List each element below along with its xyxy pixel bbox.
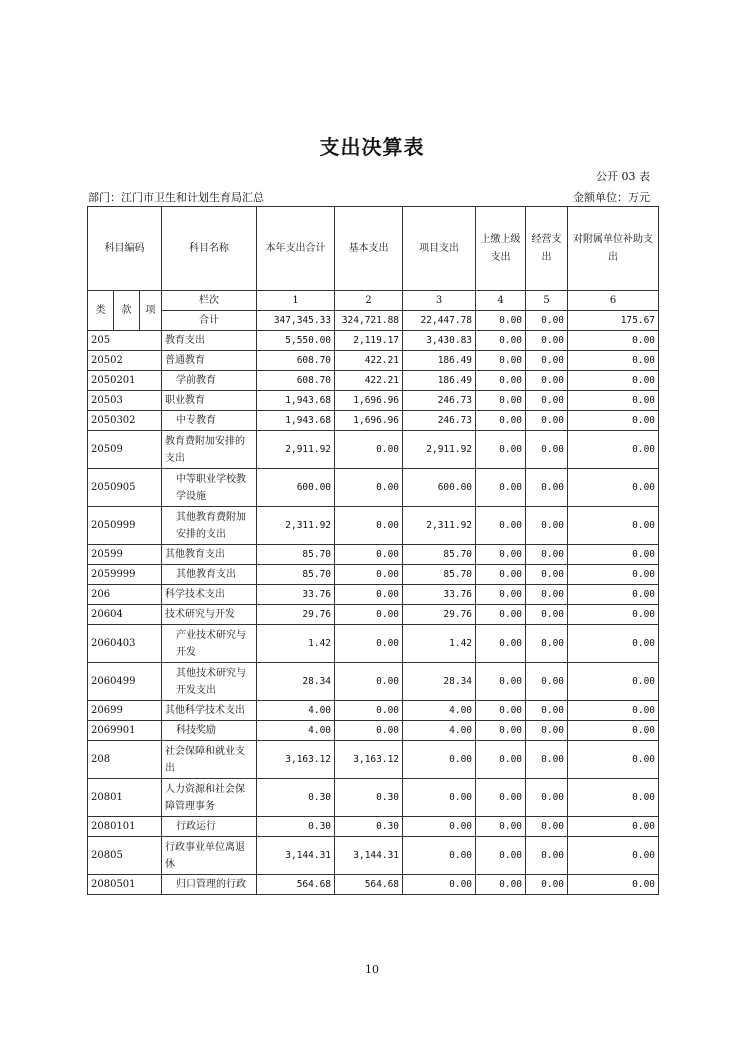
table-row [88, 391, 659, 411]
row-basic: 3,163.12 [335, 741, 403, 779]
row-name: 其他教育支出 [162, 545, 257, 565]
row-subsidy: 0.00 [568, 431, 659, 469]
row-remit: 0.00 [476, 663, 526, 701]
row-business: 0.00 [526, 701, 568, 721]
row-code: 20503 [88, 391, 162, 411]
row-total: 1,943.68 [257, 391, 335, 411]
header-subsidy: 对附属单位补助支出 [568, 207, 659, 291]
row-remit: 0.00 [476, 875, 526, 895]
row-business: 0.00 [526, 779, 568, 817]
sub-header-kuan: 款 [114, 291, 140, 331]
row-total: 2,311.92 [257, 507, 335, 545]
row-subsidy: 0.00 [568, 625, 659, 663]
row-total: 33.76 [257, 585, 335, 605]
row-subsidy: 0.00 [568, 605, 659, 625]
row-code: 2050999 [88, 507, 162, 545]
row-project: 186.49 [403, 351, 476, 371]
table-row [88, 701, 659, 721]
row-name: 社会保障和就业支出 [162, 741, 257, 779]
table-row [88, 585, 659, 605]
row-name: 职业教育 [162, 391, 257, 411]
row-basic: 0.00 [335, 605, 403, 625]
row-total: 85.70 [257, 545, 335, 565]
row-business: 0.00 [526, 371, 568, 391]
row-code: 20604 [88, 605, 162, 625]
row-remit: 0.00 [476, 701, 526, 721]
row-code: 2059999 [88, 565, 162, 585]
row-remit: 0.00 [476, 507, 526, 545]
row-code: 2080501 [88, 875, 162, 895]
row-project: 246.73 [403, 411, 476, 431]
row-subsidy: 0.00 [568, 331, 659, 351]
row-business: 0.00 [526, 411, 568, 431]
row-subsidy: 0.00 [568, 779, 659, 817]
row-business: 0.00 [526, 565, 568, 585]
row-total: 28.34 [257, 663, 335, 701]
row-remit: 0.00 [476, 431, 526, 469]
row-business: 0.00 [526, 837, 568, 875]
row-subsidy: 0.00 [568, 545, 659, 565]
table-row [88, 663, 659, 701]
row-code: 20599 [88, 545, 162, 565]
row-total: 29.76 [257, 605, 335, 625]
row-business: 0.00 [526, 431, 568, 469]
row-subsidy: 0.00 [568, 817, 659, 837]
col-index-4: 4 [476, 291, 526, 311]
header-basic: 基本支出 [335, 207, 403, 291]
table-row [88, 817, 659, 837]
expenditure-table [87, 206, 659, 895]
column-index-row [88, 291, 659, 311]
row-basic: 0.00 [335, 701, 403, 721]
row-business: 0.00 [526, 663, 568, 701]
row-business: 0.00 [526, 545, 568, 565]
table-row [88, 565, 659, 585]
row-subsidy: 0.00 [568, 469, 659, 507]
row-project: 2,311.92 [403, 507, 476, 545]
table-row [88, 875, 659, 895]
row-name: 归口管理的行政 [162, 875, 257, 895]
sub-header-xiang: 项 [140, 291, 162, 331]
total-subsidy: 175.67 [568, 311, 659, 331]
row-remit: 0.00 [476, 817, 526, 837]
row-remit: 0.00 [476, 585, 526, 605]
row-business: 0.00 [526, 507, 568, 545]
row-name: 中等职业学校教学设施 [162, 469, 257, 507]
row-project: 33.76 [403, 585, 476, 605]
header-total: 本年支出合计 [257, 207, 335, 291]
row-basic: 422.21 [335, 371, 403, 391]
row-name: 行政运行 [162, 817, 257, 837]
row-project: 0.00 [403, 741, 476, 779]
row-total: 0.30 [257, 817, 335, 837]
row-basic: 0.00 [335, 721, 403, 741]
col-index-6: 6 [568, 291, 659, 311]
row-project: 85.70 [403, 565, 476, 585]
header-business: 经营支出 [526, 207, 568, 291]
row-code: 20509 [88, 431, 162, 469]
row-code: 206 [88, 585, 162, 605]
row-project: 85.70 [403, 545, 476, 565]
row-total: 4.00 [257, 721, 335, 741]
row-basic: 2,119.17 [335, 331, 403, 351]
row-name: 其他教育支出 [162, 565, 257, 585]
header-remit: 上缴上级支出 [476, 207, 526, 291]
row-code: 2080101 [88, 817, 162, 837]
row-subsidy: 0.00 [568, 565, 659, 585]
table-row [88, 351, 659, 371]
row-business: 0.00 [526, 721, 568, 741]
unit-label: 金额单位：万元 [573, 191, 650, 204]
row-code: 205 [88, 331, 162, 351]
row-code: 20801 [88, 779, 162, 817]
row-business: 0.00 [526, 585, 568, 605]
table-row [88, 837, 659, 875]
table-row [88, 605, 659, 625]
row-code: 2050905 [88, 469, 162, 507]
row-business: 0.00 [526, 741, 568, 779]
row-subsidy: 0.00 [568, 391, 659, 411]
row-remit: 0.00 [476, 625, 526, 663]
row-subsidy: 0.00 [568, 741, 659, 779]
row-code: 2050302 [88, 411, 162, 431]
row-subsidy: 0.00 [568, 507, 659, 545]
row-business: 0.00 [526, 817, 568, 837]
row-basic: 0.00 [335, 431, 403, 469]
row-code: 208 [88, 741, 162, 779]
header-row [88, 207, 659, 291]
page-number: 10 [365, 963, 379, 976]
row-basic: 1,696.96 [335, 391, 403, 411]
row-business: 0.00 [526, 331, 568, 351]
header-name: 科目名称 [162, 207, 257, 291]
row-total: 608.70 [257, 351, 335, 371]
row-remit: 0.00 [476, 741, 526, 779]
row-total: 1,943.68 [257, 411, 335, 431]
row-project: 246.73 [403, 391, 476, 411]
page-title: 支出决算表 [319, 135, 425, 159]
row-total: 0.30 [257, 779, 335, 817]
row-subsidy: 0.00 [568, 701, 659, 721]
row-remit: 0.00 [476, 331, 526, 351]
row-subsidy: 0.00 [568, 837, 659, 875]
col-index-1: 1 [257, 291, 335, 311]
table-row [88, 625, 659, 663]
total-row [88, 311, 659, 331]
total-business: 0.00 [526, 311, 568, 331]
row-remit: 0.00 [476, 721, 526, 741]
department-label: 部门：江门市卫生和计划生育局汇总 [88, 191, 264, 204]
row-project: 186.49 [403, 371, 476, 391]
sub-header-lei: 类 [88, 291, 114, 331]
row-basic: 422.21 [335, 351, 403, 371]
row-subsidy: 0.00 [568, 663, 659, 701]
row-total: 608.70 [257, 371, 335, 391]
row-name: 行政事业单位离退休 [162, 837, 257, 875]
row-code: 2050201 [88, 371, 162, 391]
table-row [88, 545, 659, 565]
row-subsidy: 0.00 [568, 411, 659, 431]
row-remit: 0.00 [476, 837, 526, 875]
row-code: 20502 [88, 351, 162, 371]
table-row [88, 721, 659, 741]
row-total: 2,911.92 [257, 431, 335, 469]
form-number: 公开 03 表 [596, 170, 650, 183]
row-remit: 0.00 [476, 351, 526, 371]
table-row [88, 469, 659, 507]
table-row [88, 741, 659, 779]
row-remit: 0.00 [476, 605, 526, 625]
row-subsidy: 0.00 [568, 585, 659, 605]
row-code: 20699 [88, 701, 162, 721]
row-subsidy: 0.00 [568, 351, 659, 371]
row-remit: 0.00 [476, 469, 526, 507]
row-business: 0.00 [526, 605, 568, 625]
row-basic: 0.00 [335, 663, 403, 701]
row-name: 普通教育 [162, 351, 257, 371]
table-row [88, 431, 659, 469]
row-basic: 0.00 [335, 625, 403, 663]
sub-header-lanci: 栏次 [162, 291, 257, 311]
row-subsidy: 0.00 [568, 875, 659, 895]
row-total: 5,550.00 [257, 331, 335, 351]
total-remit: 0.00 [476, 311, 526, 331]
row-total: 4.00 [257, 701, 335, 721]
row-basic: 0.00 [335, 507, 403, 545]
row-remit: 0.00 [476, 545, 526, 565]
row-business: 0.00 [526, 469, 568, 507]
row-total: 564.68 [257, 875, 335, 895]
table-row [88, 371, 659, 391]
col-index-5: 5 [526, 291, 568, 311]
row-name: 其他科学技术支出 [162, 701, 257, 721]
header-project: 项目支出 [403, 207, 476, 291]
row-project: 4.00 [403, 721, 476, 741]
row-project: 2,911.92 [403, 431, 476, 469]
row-code: 2069901 [88, 721, 162, 741]
table-row [88, 779, 659, 817]
row-business: 0.00 [526, 351, 568, 371]
total-basic: 324,721.88 [335, 311, 403, 331]
total-label: 合计 [162, 311, 257, 331]
row-total: 85.70 [257, 565, 335, 585]
row-project: 0.00 [403, 779, 476, 817]
row-basic: 1,696.96 [335, 411, 403, 431]
total-project: 22,447.78 [403, 311, 476, 331]
row-basic: 0.00 [335, 469, 403, 507]
row-name: 教育费附加安排的支出 [162, 431, 257, 469]
row-basic: 3,144.31 [335, 837, 403, 875]
row-name: 科技奖励 [162, 721, 257, 741]
row-business: 0.00 [526, 875, 568, 895]
row-remit: 0.00 [476, 371, 526, 391]
row-total: 1.42 [257, 625, 335, 663]
row-basic: 0.00 [335, 585, 403, 605]
row-name: 技术研究与开发 [162, 605, 257, 625]
row-basic: 0.00 [335, 545, 403, 565]
row-project: 1.42 [403, 625, 476, 663]
row-name: 人力资源和社会保障管理事务 [162, 779, 257, 817]
row-basic: 0.00 [335, 565, 403, 585]
table-row [88, 507, 659, 545]
row-business: 0.00 [526, 625, 568, 663]
row-name: 学前教育 [162, 371, 257, 391]
row-subsidy: 0.00 [568, 371, 659, 391]
row-basic: 0.30 [335, 817, 403, 837]
row-name: 教育支出 [162, 331, 257, 351]
row-total: 3,144.31 [257, 837, 335, 875]
row-name: 其他技术研究与开发支出 [162, 663, 257, 701]
total-total: 347,345.33 [257, 311, 335, 331]
row-code: 2060499 [88, 663, 162, 701]
row-project: 0.00 [403, 817, 476, 837]
row-remit: 0.00 [476, 391, 526, 411]
row-basic: 564.68 [335, 875, 403, 895]
row-business: 0.00 [526, 391, 568, 411]
row-code: 20805 [88, 837, 162, 875]
row-remit: 0.00 [476, 411, 526, 431]
row-total: 3,163.12 [257, 741, 335, 779]
col-index-2: 2 [335, 291, 403, 311]
row-project: 0.00 [403, 837, 476, 875]
row-remit: 0.00 [476, 779, 526, 817]
header-code: 科目编码 [88, 207, 162, 291]
row-name: 其他教育费附加安排的支出 [162, 507, 257, 545]
row-name: 科学技术支出 [162, 585, 257, 605]
table-row [88, 331, 659, 351]
row-total: 600.00 [257, 469, 335, 507]
row-project: 4.00 [403, 701, 476, 721]
table-row [88, 411, 659, 431]
row-basic: 0.30 [335, 779, 403, 817]
row-project: 0.00 [403, 875, 476, 895]
row-name: 中专教育 [162, 411, 257, 431]
row-project: 600.00 [403, 469, 476, 507]
row-project: 29.76 [403, 605, 476, 625]
row-remit: 0.00 [476, 565, 526, 585]
row-subsidy: 0.00 [568, 721, 659, 741]
row-code: 2060403 [88, 625, 162, 663]
row-project: 3,430.83 [403, 331, 476, 351]
row-project: 28.34 [403, 663, 476, 701]
col-index-3: 3 [403, 291, 476, 311]
row-name: 产业技术研究与开发 [162, 625, 257, 663]
